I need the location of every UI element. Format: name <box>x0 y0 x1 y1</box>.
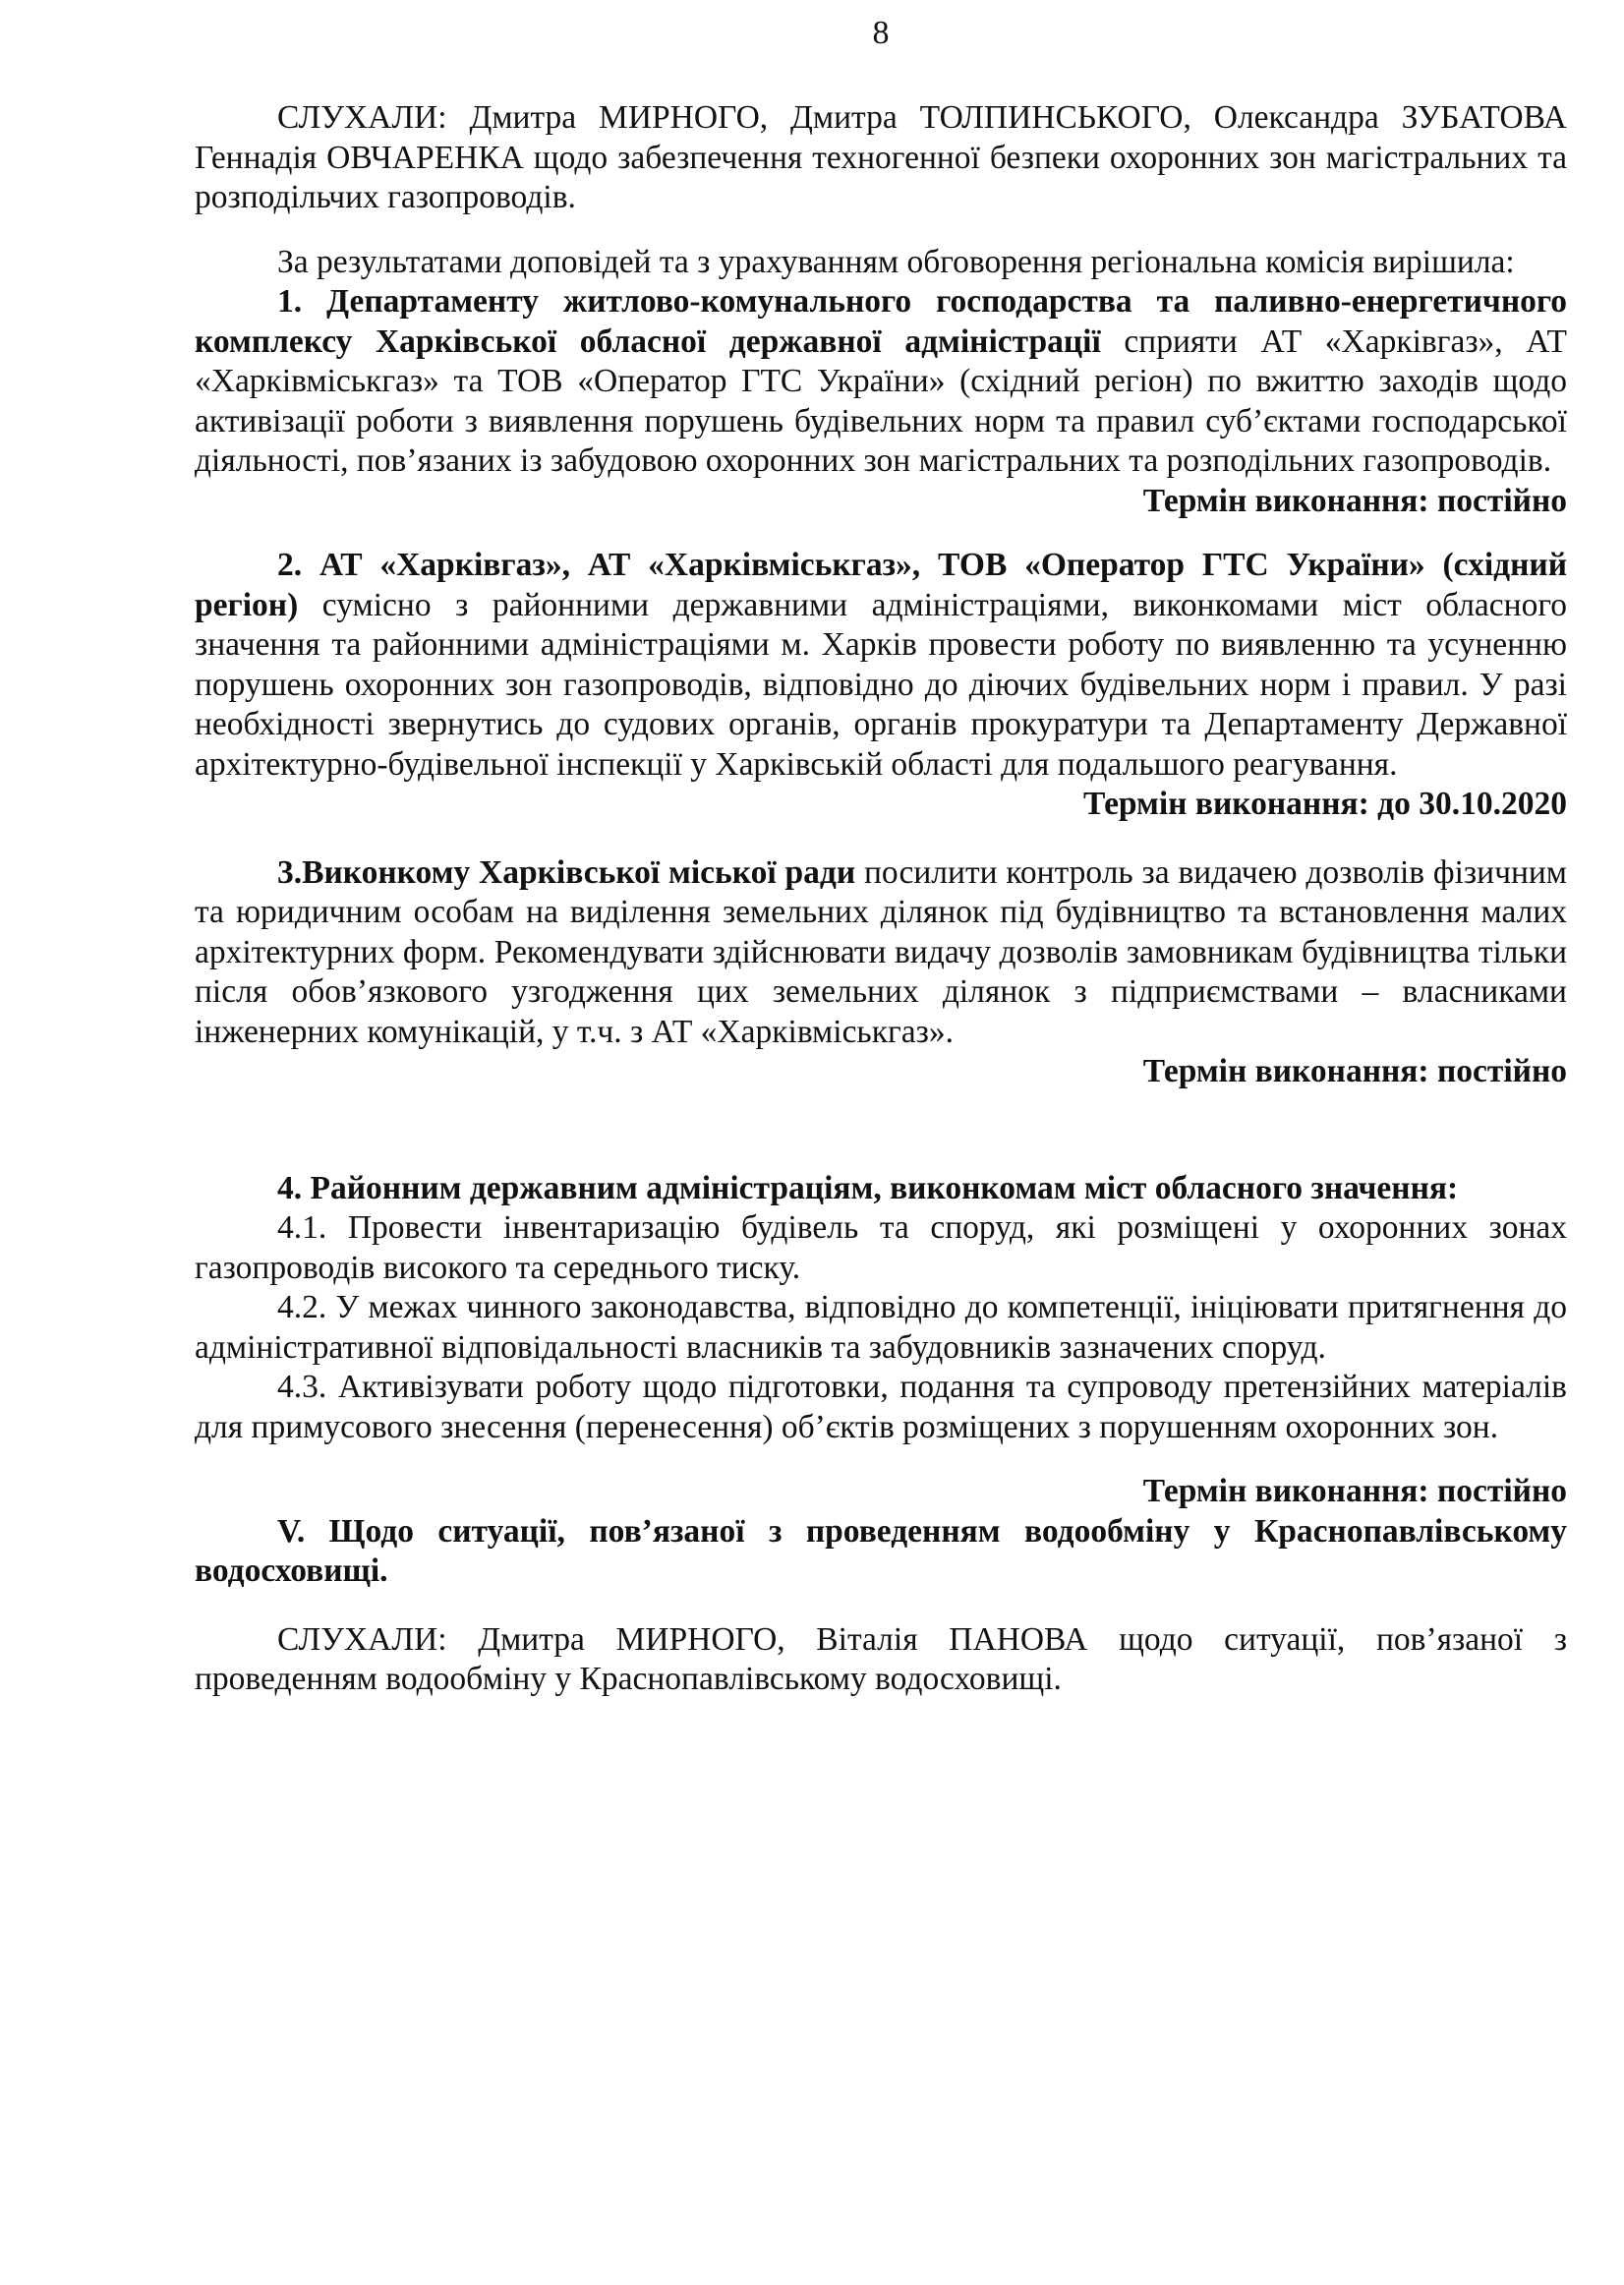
page-number: 8 <box>872 15 890 51</box>
heard-paragraph-2: СЛУХАЛИ: Дмитра МИРНОГО, Віталія ПАНОВА щодо ситуації, пов’язаної з проведенням водообміну у Краснопавлівському водосховищі. <box>195 1620 1567 1697</box>
item-1-text: сприяти АТ «Харківгаз», АТ «Харківміськгаз» та ТОВ «Оператор ГТС України» (східний регіон) по вжиттю заходів щодо активізації роботи з виявлення порушень будівельних норм та правил суб’єктами господарської діяльності, пов’язаних із забудовою охоронних зон магістральних та розподільних газопроводів. <box>195 322 1567 479</box>
item-1-deadline: Термін виконання: постійно <box>1142 482 1567 519</box>
item-4-addressee: Районним державним адміністраціям, виконкомам міст обласного значення: <box>310 1169 1459 1206</box>
item-2-addressee: АТ «Харківгаз», АТ «Харківміськгаз», ТОВ «Оператор ГТС України» (східний регіон) <box>195 547 1567 623</box>
item-4-3: 4.3. Активізувати роботу щодо підготовки, подання та супроводу претензійних матеріалів для примусового знесення (перенесення) об’єктів розміщених з порушенням охоронних зон. <box>195 1369 1567 1445</box>
decision-intro: За результатами доповідей та з урахуванням обговорення регіональна комісія вирішила: <box>277 243 1515 280</box>
item-2-deadline: Термін виконання: до 30.10.2020 <box>1083 786 1567 822</box>
item-1-number: 1. <box>277 283 303 320</box>
section-v-heading: V. Щодо ситуації, пов’язаної з проведенням водообміну у Краснопавлівському водосховищі. <box>195 1512 1567 1589</box>
item-2-number: 2. <box>277 547 303 583</box>
item-3-number: 3. <box>277 853 303 891</box>
item-3-addressee: Виконкому Харківської міської ради <box>302 853 856 891</box>
item-4 <box>195 1169 1567 1209</box>
item-4-2: 4.2. У межах чинного законодавства, відповідно до компетенції, ініціювати притягнення до адміністративної відповідальності власників та забудовників зазначених споруд. <box>195 1289 1567 1366</box>
item-3-text: посилити контроль за видачею дозволів фізичним та юридичним особам на виділення земельних ділянок під будівництво та встановлення малих архітектурних форм. Рекомендувати здійснювати видачу дозволів замовникам будівництва тільки після обов’язкового узгодження цих земельних ділянок з підприємствами – власниками інженерних комунікацій, у т.ч. з АТ «Харківміськгаз». <box>195 853 1567 1050</box>
item-4-1: 4.1. Провести інвентаризацію будівель та споруд, які розміщені у охоронних зонах газопроводів високого та середнього тиску. <box>195 1209 1567 1286</box>
item-1-addressee: Департаменту житлово-комунального господарства та паливно-енергетичного комплексу Харківської обласної державної адміністрації <box>195 283 1567 360</box>
heard-paragraph-1: СЛУХАЛИ: Дмитра МИРНОГО, Дмитра ТОЛПИНСЬКОГО, Олександра ЗУБАТОВА Геннадія ОВЧАРЕНКА щодо забезпечення техногенної безпеки охоронних зон магістральних та розподільчих газопроводів. <box>195 99 1567 215</box>
item-1 <box>195 282 1567 482</box>
item-2 <box>195 546 1567 785</box>
item-3-deadline: Термін виконання: постійно <box>1142 1053 1567 1089</box>
document-body <box>195 98 1567 1700</box>
item-3 <box>195 853 1567 1053</box>
item-2-text: сумісно з районними державними адміністраціями, виконкомами міст обласного значення та районними адміністраціями м. Харків провести роботу по виявленню та усуненню порушень охоронних зон газопроводів, відповідно до діючих будівельних норм і правил. У разі необхідності звернутись до судових органів, органів прокуратури та Департаменту Державної архітектурно-будівельної інспекції у Харківській області для подальшого реагування. <box>195 586 1567 783</box>
item-4-number: 4. <box>277 1169 303 1206</box>
item-4-deadline: Термін виконання: постійно <box>1142 1473 1567 1509</box>
